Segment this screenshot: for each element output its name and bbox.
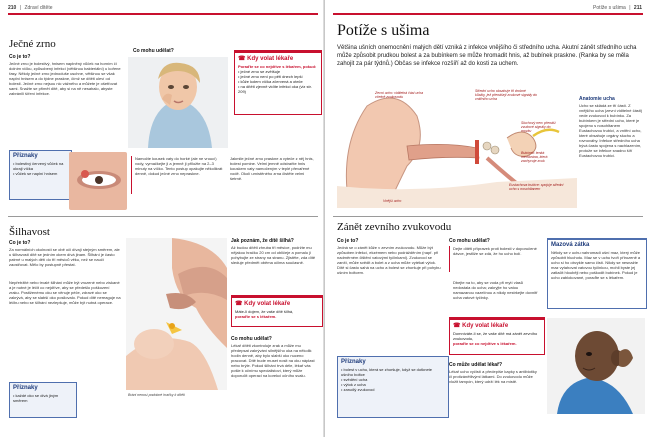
zanet-priznaky-item: • zarudlý zvukovod (341, 387, 375, 392)
silhavost-co-udelat-label: Co mohu udělat? (231, 336, 272, 342)
phone-icon: ☎ (235, 301, 245, 307)
zanet-priznaky-item: • bolest v uchu, která se zhoršuje, když se dotknete ušního boltce (341, 367, 433, 377)
jecne-call-title (238, 55, 318, 62)
silhavost-co-je-to-text: Za normálních okolností se obě oči dívají stejným směrem, ale u šilhavosti dítě se jedním okem dívá jinam. Šilhání je často patrné u malých dětí do tří měsíců věku, než se naučí zaostřovat. Mělo by postupně přestat. (9, 247, 120, 267)
stye-closeup-illustration (69, 152, 127, 210)
top-rule (333, 13, 643, 15)
silhavost-jak-label: Jak poznám, že dítě šilhá? (231, 238, 294, 244)
anatomy-title: Anatomie ucha (579, 96, 615, 102)
zanet-title: Zánět zevního zvukovodu (337, 221, 452, 233)
zanet-priznaky-item: • výtok z ucha (341, 382, 366, 387)
jecne-priznaky-title: Příznaky (13, 153, 38, 159)
child-eye-photo (128, 57, 228, 148)
jecne-priznaky-box (9, 150, 72, 200)
jecne-call-item: • ječné zrno se zvětšuje (238, 69, 281, 74)
ear-label-bubinek: Bubínek: tenká membrána, která zachycuje zvuk (521, 151, 548, 164)
jecne-call-item: • ječné zrno není po pěti dnech lepší (238, 74, 303, 79)
ear-label-zevni: Zevní ucho: viditelná část ucha včetně zvukovodu (375, 91, 424, 100)
jecne-call-intro: Poraďte se co nejdříve s lékařem, pokud: (238, 64, 317, 69)
left-page-header: 210 | Zdraví dítěte (8, 5, 53, 11)
silhavost-call-emphasis: poraďte se s lékařem. (235, 314, 277, 319)
jecne-call-doctor-box (234, 50, 322, 115)
silhavost-jak-text: Až budou dítěti zhruba tři měsíce, podržte mu nějakou hračku 20 cm od obličeje a pomalu ji pohybujte ze strany na stranu. Zjistěte, zda dítě sleduje předmět oběma očima současně. (231, 245, 316, 265)
jecne-co-udelat-text2: Jakmile ječné zrno praskne a vyteče z něj hnis, bolest pomine. Velmi jemně odstraňte hnis kouskem vaty namočeným v teplé převařené vodě. Okolí umístěného zrna čistěte velmi šetrně. (230, 156, 314, 181)
jecne-priznaky-item: • vůček se naplní hnisem (13, 171, 58, 176)
silhavost-co-udelat-text: Lékař dítěti zkontroluje zrak a může mu předepsat zakrývání silnějšího oka na několik hodin denně, aby bylo slabší oko nuceno pracovat. Dítě bude muset nosit na oku náplast nebo brýle. Pokud šilhání trvá déle, lékař vás pošle k očnímu specialistovi, který může doporučit operaci na korekci očního svalu. (231, 343, 315, 378)
right-section-divider (333, 216, 643, 217)
jecne-co-udelat-text1: Namočte kousek vaty do horké (ale ne vroucí) vody, vymačkejte ji a jemně ji přiložte na 2–3 minuty na víčko. Tento postup opakujte několikrát denně, dokud ječné zrno nepraskne. (135, 156, 223, 176)
silhavost-priznaky-box (9, 382, 77, 418)
silhavost-call-title-text: Kdy volat lékaře (244, 301, 291, 307)
silhavost-co-je-to-text2: Nepřetržité nebo trvalé šilhání může být vrozené nebo získané a je nutné je léčit co nejdříve, aby se předešlo poškození zraku. Postiženému oku se věnuje péče, zdravé oko se zakrývá, aby se slabší oko posilovalo. Pokud dítě nereaguje na léčbu nebo se šilhání nezlepšuje, může být nutná operace. (9, 280, 121, 305)
phone-icon: ☎ (453, 323, 463, 329)
jecne-call-item: • kůže kolem víčka zčervená a oteče (238, 79, 303, 84)
stye-closeup-photo (69, 152, 127, 210)
jecne-step-rule (131, 156, 132, 194)
silhavost-call-doctor-box (231, 295, 323, 327)
silhavost-caption: Bráni nenosí podobné hračky k dítěti (128, 393, 185, 397)
jecne-co-udelat-label: Co mohu udělat? (133, 48, 174, 54)
left-page-number: 210 (8, 5, 17, 11)
zanet-co-udelat-text2: Dbejte na to, aby se voda při mytí vlasů nedostala do ucha; zakryjte ho vatou namazanou vazelínou a nikdy nestrkejte dovnitř ucha vatové tyčinky. (453, 280, 538, 300)
child-ear-illustration (547, 318, 645, 414)
left-section-divider (8, 216, 318, 217)
ear-label-stredni: Střední ucho obsahuje tři drobné kůstky, jež přenášejí zvukové signály do vnitřního ucha (475, 89, 537, 102)
mazova-text: Někdy se v uchu nahromadí ušní maz, který může způsobit hluchotu. Maz se v uchu tvoří přirozeně a ucho si ho obvykle samo čistí. Nikdy se nesnažte maz vytahovat vatovou tyčinkou, mohli byste jej zatlačit hlouběji nebo poškodit bubínek. Pokud je ucho zablokované, poraďte se s lékařem. (551, 250, 641, 280)
zanet-call-emphasis: poraďte se co nejdříve s lékařem. (453, 341, 517, 346)
top-rule (8, 13, 318, 15)
zanet-doctor-label: Co může udělat lékař? (449, 362, 503, 368)
mazova-zatka-box (547, 238, 647, 309)
zanet-call-doctor-box (449, 317, 545, 355)
zanet-priznaky-box (337, 356, 449, 418)
silhavost-call-title (235, 300, 319, 307)
jecne-co-je-to-label: Co je to? (9, 54, 31, 60)
jecne-call-item: • na dítěti zjevně vidíte infekci oka (viz str. 209) (238, 84, 312, 94)
jecne-co-je-to-text: Ječné zrno je bolestivý, hnisem naplněný vůček na horním či dolním víčku, způsobený infekcí (většinou bakteriální) u kořene řasy. Někdy ječné zrno jednoduše uschne, většinou se však naplní hnisem a do týdne praskne, čímž se dítěti uleví od bolesti. Ječné zrno nejsou nic vážného a můžete je ošetřovat sami. Snažte se přimět dítě, aby si na ně nesahalo, abyste zabránili šíření infekce. (9, 61, 121, 96)
silhavost-priznaky-title: Příznaky (13, 385, 38, 391)
ear-label-sluchovy-nerv: Sluchový nerv přenáší zvukové signály do mozku (521, 121, 556, 134)
jecne-call-title-text: Kdy volat lékaře (247, 56, 294, 62)
potize-title: Potíže s ušima (337, 22, 430, 39)
mazova-title: Mazová zátka (551, 242, 590, 248)
silhavost-title: Šilhavost (9, 226, 50, 238)
right-running-title: Potíže s ušima (593, 5, 626, 11)
zanet-call-title-text: Kdy volat lékaře (462, 323, 509, 329)
right-page (325, 0, 650, 437)
father-baby-photo (126, 238, 227, 390)
silhavost-priznaky-item: • každé oko se dívá jiným směrem (13, 393, 59, 403)
silhavost-co-je-to-label: Co je to? (9, 240, 31, 246)
zanet-call-intro: Domníváte-li se, že vaše dítě má zánět zevního zvukovodu, (453, 331, 538, 341)
zanet-step-rule (449, 246, 450, 272)
child-ear-photo (547, 318, 645, 414)
ear-label-vnejsi: Vnější ucho (383, 199, 402, 203)
zanet-call-title (453, 322, 541, 329)
zanet-co-udelat-text1: Dejte dítěti přípravek proti bolesti v doporučené dávce, jestliže se zdá, že ho ucho bolí. (453, 246, 537, 256)
phone-icon: ☎ (238, 56, 248, 62)
right-page-header: Potíže s ušima | 211 (593, 5, 642, 11)
left-running-title: Zdraví dítěte (24, 5, 53, 11)
silhavost-call-intro: Máte-li dojem, že vaše dítě šilhá, (235, 309, 294, 314)
father-baby-illustration (126, 238, 227, 390)
anatomy-text: Ucho se skládá ze tří částí. Z vnějšího ucha (zevní viditelné části) vede zvukovod k bubínku. Za bubínkem je střední ucho, které je spojeno s nosohltanem Eustachovou trubicí, a vnitřní ucho, které obsahuje orgány sluchu a rovnováhy. Infekce středního ucha bývá často spojena s nachlazením, protože se infekce snadno šíří Eustachovou trubicí. (579, 103, 643, 158)
jecne-title: Ječné zrno (9, 38, 56, 50)
zanet-co-udelat-label: Co mohu udělat? (449, 238, 490, 244)
potize-lead: Většina ušních onemocnění malých dětí vzniká z infekce vnějšího či středního ucha. Akutní zánět středního ucha může způsobit prudkou bolest a za bubínkem se může hromadit hnis, až bubínek praskne. (Ranka by se měla zahojit za pár týdnů.) Občas se infekce rozšíří až do kosti za uchem. (337, 45, 637, 67)
zanet-co-je-to-label: Co je to? (337, 238, 359, 244)
zanet-doctor-text: Lékař ucho vyčistí a předepíše kapky s antibiotiky či protizánětlivými látkami. Do zvukovodu může vložit tampón, který udrží lék na místě. (449, 369, 537, 384)
jecne-priznaky-item: • bolestivý červený vůček na okraji víčka (13, 161, 64, 171)
zanet-priznaky-title: Příznaky (341, 359, 366, 365)
child-eye-illustration (128, 57, 228, 148)
zanet-co-je-to-text: Jedná se o zánět kůže v zevním zvukovodu. Může být způsoben infekcí, ekzémem nebo podrážděním (např. při nadměrném čištění vatovými tyčinkami). Zvukovod se zanítí, může svědit a bolet a z ucha může vytékat výtok. Dítě si často sahá na ucho a bolest se zhoršuje při pohybu ušním boltcem. (337, 245, 441, 275)
zanet-priznaky-item: • svědění ucha (341, 377, 368, 382)
ear-label-eustachova: Eustachova trubice: spojuje střední ucho s nosohltanem (509, 183, 564, 192)
right-page-number: 211 (633, 5, 642, 11)
